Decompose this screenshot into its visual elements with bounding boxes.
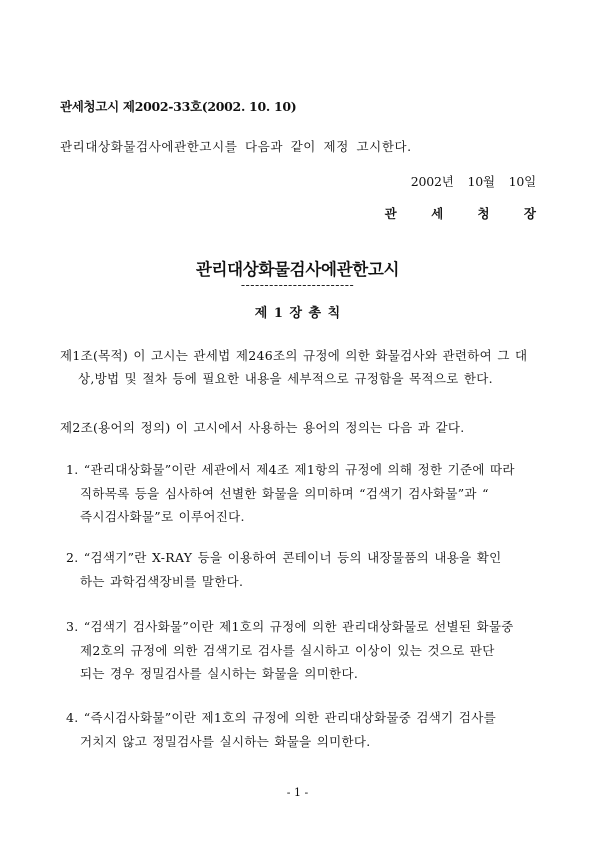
definition-item-1 [66, 458, 537, 529]
definition-1-line-3: 즉시검사화물”로 이루어진다. [80, 509, 245, 524]
issue-date: 2002년 10월 10일 [410, 174, 536, 189]
article-2-line-1: 제2조(용어의 정의) 이 고시에서 사용하는 용어의 정의는 다음 과 같다. [60, 420, 465, 435]
definition-2-line-1: 2. “검색기”란 X-RAY 등을 이용하여 콘테이너 등의 내장물품의 내용을 확인 [66, 550, 502, 565]
definition-3-line-1: 3. “검색기 검사화물”이란 제1호의 규정에 의한 관리대상화물로 선별된 화물중 [66, 619, 514, 634]
definition-3-line-3: 되는 경우 정밀검사를 실시하는 화물을 의미한다. [80, 666, 359, 681]
title-underline: ------------------------ [240, 277, 355, 292]
chapter-heading: 제 1 장 총 칙 [254, 306, 341, 321]
definition-3-line-2: 제2호의 규정에 의한 검색기로 검사를 실시하고 이상이 있는 것으로 판단 [80, 642, 495, 658]
intro-sentence: 관리대상화물검사에관한고시를 다음과 같이 제정 고시한다. [60, 139, 412, 154]
definition-1-line-1: 1. “관리대상화물”이란 세관에서 제4조 제1항의 규정에 의해 정한 기준에 따라 [66, 462, 515, 477]
definition-4-line-2: 거치지 않고 정밀검사를 실시하는 화물을 의미한다. [80, 733, 371, 749]
definition-item-2 [66, 546, 537, 593]
article-1-line-2: 상,방법 및 절차 등에 필요한 내용을 세부적으로 규정함을 목적으로 한다. [78, 370, 493, 386]
definition-2-line-2: 하는 과학검색장비를 말한다. [80, 573, 244, 589]
article-2 [60, 417, 537, 440]
definition-1-line-2: 직하목록 등을 심사하여 선별한 화물을 의미하며 “검색기 검사화물”과 “ [80, 485, 489, 501]
notice-number: 관세청고시 제2002-33호(2002. 10. 10) [60, 99, 297, 114]
page-number: - 1 - [286, 786, 309, 799]
definition-item-4 [66, 706, 537, 753]
article-1-line-1: 제1조(목적) 이 고시는 관세법 제246조의 규정에 의한 화물검사와 관련하여 그 대 [60, 348, 528, 363]
issuer-name: 관 세 청 장 [384, 206, 551, 221]
definition-4-line-1: 4. “즉시검사화물”이란 제1호의 규정에 의한 관리대상화물중 검색기 검사를 [66, 710, 496, 725]
definition-item-3 [66, 615, 537, 686]
article-1 [60, 345, 537, 390]
document-title: 관리대상화물검사에관한고시 [195, 260, 400, 279]
